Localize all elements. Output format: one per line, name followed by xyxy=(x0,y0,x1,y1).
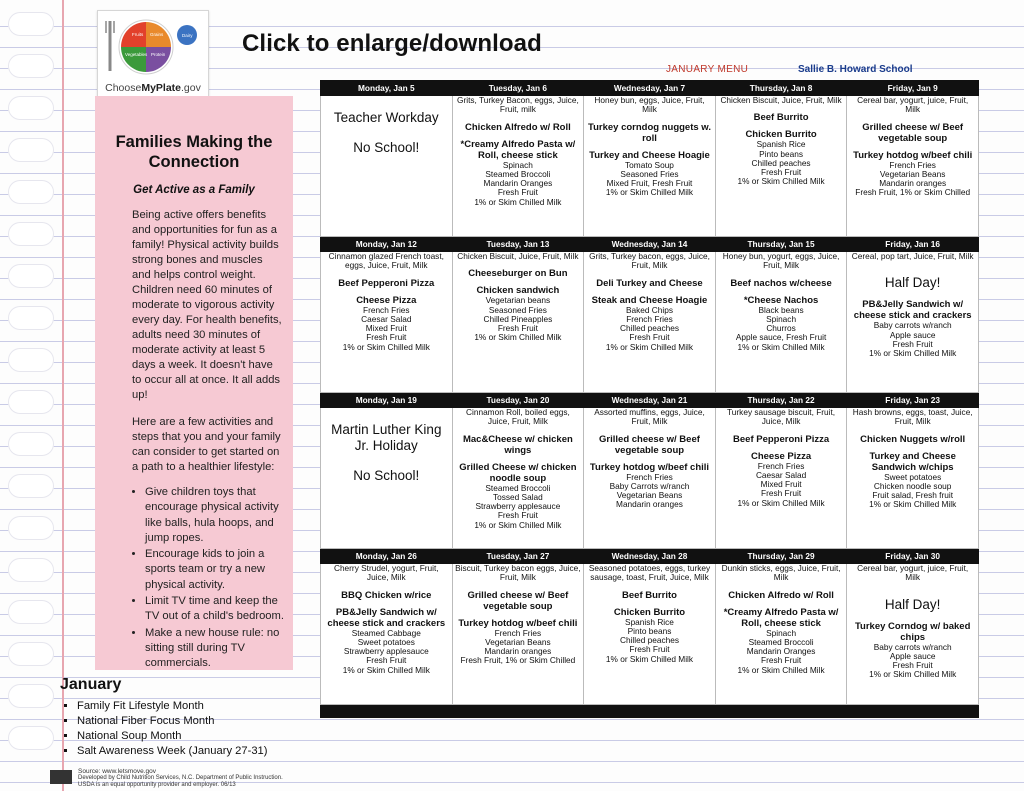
day-header: Monday, Jan 26 xyxy=(321,549,453,564)
day-header: Tuesday, Jan 6 xyxy=(452,81,584,96)
menu-item-main: Mac&Cheese w/ chicken wings xyxy=(462,433,573,456)
day-menu-cell xyxy=(715,252,847,393)
menu-item-side: Spanish Rice xyxy=(756,139,806,150)
menu-item-side: Chicken noodle soup xyxy=(873,480,952,491)
menu-item-side: Fresh Fruit xyxy=(629,644,670,655)
day-menu-cell xyxy=(715,96,847,237)
menu-item-side: Mandarin oranges xyxy=(879,178,947,189)
day-menu-cell xyxy=(847,408,979,549)
menu-item-side: Honey bun, eggs, Juice, Fruit, Milk xyxy=(594,95,705,115)
day-header: Tuesday, Jan 13 xyxy=(452,237,584,252)
logo-text-c: .gov xyxy=(181,82,201,94)
day-menu-cell xyxy=(321,564,453,705)
menu-item-side: Seasoned potatoes, eggs, turkey sausage, toast, Fruit, Juice, Milk xyxy=(588,563,711,583)
menu-item-main: Martin Luther King Jr. Holiday xyxy=(331,422,442,453)
menu-item-main: Steak and Cheese Hoagie xyxy=(591,294,708,306)
menu-item-side: Honey bun, yogurt, eggs, Juice, Fruit, Milk xyxy=(722,251,840,271)
menu-item-main: Turkey and Cheese Sandwich w/chips xyxy=(869,450,956,473)
menu-item-side: Seasoned Fries xyxy=(488,304,547,315)
menu-item-side: Chilled peaches xyxy=(619,323,679,334)
day-header: Friday, Jan 30 xyxy=(847,549,979,564)
menu-item-side: Mixed Fruit, Fresh Fruit xyxy=(606,178,693,189)
binder-hole xyxy=(8,348,54,372)
menu-item-side: Caesar Salad xyxy=(361,313,412,324)
menu-item-main: Teacher Workday xyxy=(333,110,439,125)
menu-item-side: Fresh Fruit, 1% or Skim Chilled xyxy=(460,655,576,666)
menu-item-side: 1% or Skim Chilled Milk xyxy=(474,519,562,530)
menu-item-side: 1% or Skim Chilled Milk xyxy=(869,669,957,680)
menu-calendar-grid xyxy=(320,80,979,718)
menu-item-main: Chicken Burrito xyxy=(613,606,686,618)
menu-item-side: Black beans xyxy=(758,304,804,315)
menu-item-side: Steamed Broccoli xyxy=(485,482,551,493)
menu-item-side: 1% or Skim Chilled Milk xyxy=(605,653,694,664)
menu-item-side: French Fries xyxy=(757,460,805,471)
menu-item-main: Beef Pepperoni Pizza xyxy=(338,277,435,289)
plate-label-vegetables: Vegetables xyxy=(125,52,148,57)
menu-item-main: Chicken Burrito xyxy=(745,129,817,141)
margin-line xyxy=(62,0,64,791)
menu-item-main: Half Day! xyxy=(884,275,941,291)
menu-item-side: Vegetarian Beans xyxy=(879,168,946,179)
day-menu-cell xyxy=(847,252,979,393)
menu-item-main: Deli Turkey and Cheese xyxy=(596,277,703,289)
binder-hole xyxy=(8,474,54,498)
menu-item-side: Grits, Turkey bacon, eggs, Juice, Fruit, Milk xyxy=(589,251,710,271)
binder-hole xyxy=(8,642,54,666)
menu-item-side: 1% or Skim Chilled Milk xyxy=(342,664,430,675)
binder-hole xyxy=(8,54,54,78)
menu-item-side: French Fries xyxy=(363,304,410,315)
menu-item-side: Mandarin Oranges xyxy=(483,178,553,189)
plate-label-grains: Grains xyxy=(150,32,164,37)
menu-item-main: Grilled cheese w/ Beef vegetable soup xyxy=(599,433,700,456)
day-menu-cell xyxy=(452,252,584,393)
menu-item-side: 1% or Skim Chilled Milk xyxy=(605,187,694,198)
menu-item-main: Turkey corndog nuggets w. roll xyxy=(587,121,711,144)
menu-item-side: Spinach xyxy=(766,627,797,638)
footer-line-1: Developed by Child Nutrition Services, N.C. Department of Public Instruction. xyxy=(78,775,283,781)
menu-item-side: Vegetarian Beans xyxy=(485,636,551,647)
menu-item-side: Chicken Biscuit, Juice, Fruit, Milk xyxy=(457,251,579,261)
week-menu-row xyxy=(321,96,979,237)
menu-item-side: 1% or Skim Chilled Milk xyxy=(737,341,825,352)
menu-item-side: 1% or Skim Chilled Milk xyxy=(474,332,562,343)
bottom-bar-cell xyxy=(452,705,584,718)
menu-item-side: Vegetarian Beans xyxy=(616,490,683,501)
menu-item-side: Chilled peaches xyxy=(619,635,679,646)
menu-item-side: French Fries xyxy=(626,313,673,324)
day-menu-cell xyxy=(321,96,453,237)
binder-hole xyxy=(8,96,54,120)
school-name: Sallie B. Howard School xyxy=(798,64,913,75)
observance-item: ▪ National Soup Month xyxy=(77,729,300,744)
menu-item-side: Vegetarian beans xyxy=(485,295,551,306)
menu-item-side: Hash browns, eggs, toast, Juice, Fruit, Milk xyxy=(852,407,973,427)
panel-title-line2: Connection xyxy=(148,153,240,171)
menu-item-side: Caesar Salad xyxy=(755,469,807,480)
menu-item-side: Baby Carrots w/ranch xyxy=(609,480,690,491)
menu-item-main: No School! xyxy=(353,140,420,155)
menu-item-main: Beef Burrito xyxy=(622,589,677,601)
menu-item-side: Fresh Fruit xyxy=(892,660,933,671)
menu-item-side: Baked Chips xyxy=(625,304,673,315)
menu-item-side: Chilled peaches xyxy=(751,157,811,168)
observance-item: ▪ Salt Awareness Week (January 27-31) xyxy=(77,744,300,759)
menu-item-side: Tomato Soup xyxy=(625,159,674,170)
day-menu-cell xyxy=(321,252,453,393)
january-observances xyxy=(60,676,300,759)
menu-item-main: Cheese Pizza xyxy=(356,294,417,306)
menu-item-main: Grilled cheese w/ Beef vegetable soup xyxy=(862,121,964,144)
bottom-bar-cell xyxy=(715,705,847,718)
menu-item-side: 1% or Skim Chilled Milk xyxy=(605,341,694,352)
footer-line-2: USDA is an equal opportunity provider and employer. 06/13 xyxy=(78,782,236,788)
binder-hole xyxy=(8,306,54,330)
menu-item-main: No School! xyxy=(353,468,420,483)
menu-item-main: Turkey and Cheese Hoagie xyxy=(589,149,710,161)
menu-item-side: Cereal bar, yogurt, juice, Fruit, Milk xyxy=(857,563,969,583)
menu-item-side: Steamed Broccoli xyxy=(485,168,551,179)
bottom-bar-cell xyxy=(584,705,716,718)
menu-item-main: *Cheese Nachos xyxy=(743,294,819,306)
menu-item-main: BBQ Chicken w/rice xyxy=(341,589,432,601)
menu-item-side: Apple sauce xyxy=(889,329,936,340)
menu-item-side: 1% or Skim Chilled Milk xyxy=(869,499,957,510)
binder-hole xyxy=(8,264,54,288)
week-menu-row xyxy=(321,252,979,393)
menu-item-main: Chicken sandwich xyxy=(476,285,560,297)
menu-item-main: Beef nachos w/cheese xyxy=(730,277,832,289)
menu-item-main: Turkey hotdog w/beef chili xyxy=(458,617,578,629)
tip-item: • Make a new house rule: no sitting still during TV commercials. xyxy=(145,626,287,672)
panel-paragraph-2: Here are a few activities and steps that you and your family can consider to get started on a path to a healthier lifestyle: xyxy=(132,416,281,473)
menu-item-side: Sweet potatoes xyxy=(357,636,415,647)
menu-item-side: Dunkin sticks, eggs, Juice, Fruit, Milk xyxy=(721,563,841,583)
day-menu-cell xyxy=(847,96,979,237)
menu-item-side: 1% or Skim Chilled Milk xyxy=(737,497,825,508)
menu-item-side: Pinto beans xyxy=(627,625,672,636)
menu-item-side: Spanish Rice xyxy=(625,616,674,627)
menu-item-side: French Fries xyxy=(889,159,936,170)
day-header: Monday, Jan 19 xyxy=(321,393,453,408)
day-header: Tuesday, Jan 20 xyxy=(452,393,584,408)
plate-label-fruits: Fruits xyxy=(132,32,144,37)
menu-item-side: Spinach xyxy=(502,159,533,170)
panel-paragraph-1: Being active offers benefits and opportunities for fun as a family! Physical activity builds strong bones and muscles and helps control weight. Children need 60 minutes of moderate to vigorous activity every day. For health benefits, adults need 30 minutes of moderate activity at least 5 days a week. It doesn't have to occur all at once. It all adds up! xyxy=(132,209,282,401)
menu-item-side: Biscuit, Turkey bacon eggs, Juice, Fruit, Milk xyxy=(455,563,581,583)
menu-item-main: Turkey hotdog w/beef chili xyxy=(589,461,710,473)
binder-hole xyxy=(8,390,54,414)
day-header: Friday, Jan 9 xyxy=(847,81,979,96)
menu-item-side: Tossed Salad xyxy=(492,491,543,502)
menu-item-side: Fresh Fruit xyxy=(892,338,933,349)
menu-item-side: Fresh Fruit xyxy=(497,510,538,521)
menu-item-side: Steamed Cabbage xyxy=(351,627,421,638)
binder-hole xyxy=(8,516,54,540)
day-header: Monday, Jan 5 xyxy=(321,81,453,96)
tip-item: • Encourage kids to join a sports team or try a new physical activity. xyxy=(145,547,287,593)
logo-text-a: Choose xyxy=(105,82,142,94)
menu-item-side: Seasoned Fries xyxy=(620,168,679,179)
menu-item-side: Cinnamon glazed French toast, eggs, Juice, Fruit, Milk xyxy=(328,251,444,271)
menu-item-main: PB&Jelly Sandwich w/ cheese stick and crackers xyxy=(327,606,446,629)
menu-item-main: Chicken Alfredo w/ Roll xyxy=(728,589,834,601)
binder-hole xyxy=(8,684,54,708)
day-header: Friday, Jan 23 xyxy=(847,393,979,408)
menu-item-side: Fresh Fruit xyxy=(366,655,407,666)
menu-item-side: Cereal bar, yogurt, juice, Fruit, Milk xyxy=(857,95,969,115)
week-header-row xyxy=(321,237,979,252)
day-header: Wednesday, Jan 14 xyxy=(584,237,716,252)
dpi-logo-icon xyxy=(50,770,72,784)
menu-item-side: Pinto beans xyxy=(759,148,803,159)
menu-item-main: *Creamy Alfredo Pasta w/ Roll, cheese stick xyxy=(460,138,576,161)
week-header-row xyxy=(321,393,979,408)
plate-icon xyxy=(98,11,208,79)
day-menu-cell xyxy=(452,564,584,705)
binder-hole xyxy=(8,222,54,246)
day-header: Wednesday, Jan 7 xyxy=(584,81,716,96)
plate-label-protein: Protein xyxy=(151,52,166,57)
menu-item-side: French Fries xyxy=(626,471,673,482)
day-header: Thursday, Jan 22 xyxy=(715,393,847,408)
menu-item-side: Turkey sausage biscuit, Fruit, Juice, Milk xyxy=(727,407,836,427)
day-header: Wednesday, Jan 28 xyxy=(584,549,716,564)
day-header: Thursday, Jan 8 xyxy=(715,81,847,96)
day-menu-cell xyxy=(715,408,847,549)
menu-item-main: Beef Pepperoni Pizza xyxy=(733,433,830,445)
menu-item-main: Cheese Pizza xyxy=(750,450,812,462)
menu-item-main: Grilled Cheese w/ chicken noodle soup xyxy=(459,461,577,484)
menu-item-side: Fresh Fruit xyxy=(761,167,802,178)
binder-hole xyxy=(8,12,54,36)
menu-item-main: *Creamy Alfredo Pasta w/ Roll, cheese stick xyxy=(723,606,839,629)
day-header: Friday, Jan 16 xyxy=(847,237,979,252)
day-menu-cell xyxy=(715,564,847,705)
day-menu-cell xyxy=(452,96,584,237)
menu-item-side: Apple sauce xyxy=(889,650,936,661)
menu-item-side: Fruit salad, Fresh fruit xyxy=(872,490,954,501)
menu-item-main: Cheeseburger on Bun xyxy=(468,268,568,280)
logo-text-b: MyPlate xyxy=(141,82,182,94)
day-menu-cell xyxy=(584,252,716,393)
menu-item-side: Mandarin Oranges xyxy=(746,646,816,657)
observance-item: ▪ National Fiber Focus Month xyxy=(77,714,300,729)
panel-title-line1: Families Making the xyxy=(115,133,273,151)
myplate-logo[interactable] xyxy=(97,10,209,98)
panel-title xyxy=(95,132,293,172)
enlarge-download-link[interactable]: Click to enlarge/download xyxy=(242,30,542,57)
menu-item-side: Cinnamon Roll, boiled eggs, Juice, Fruit, Milk xyxy=(466,407,570,427)
menu-item-side: Chicken Biscuit, Juice, Fruit, Milk xyxy=(720,95,842,105)
day-menu-cell xyxy=(584,564,716,705)
menu-item-side: 1% or Skim Chilled Milk xyxy=(474,196,562,207)
week-menu-row xyxy=(321,564,979,705)
menu-item-side: Fresh Fruit xyxy=(366,332,407,343)
menu-item-main: Chicken Nuggets w/roll xyxy=(860,433,966,445)
day-header: Wednesday, Jan 21 xyxy=(584,393,716,408)
menu-item-side: French Fries xyxy=(494,627,542,638)
observance-item: ▪ Family Fit Lifestyle Month xyxy=(77,699,300,714)
day-menu-cell xyxy=(847,564,979,705)
binder-hole xyxy=(8,600,54,624)
menu-item-side: Mixed Fruit xyxy=(760,479,802,490)
families-info-panel xyxy=(95,96,293,670)
menu-item-side: Fresh Fruit xyxy=(497,323,538,334)
menu-item-side: Steamed Broccoli xyxy=(748,636,814,647)
menu-item-main: Turkey Corndog w/ baked chips xyxy=(854,620,971,643)
day-menu-cell xyxy=(321,408,453,549)
menu-item-side: Baby carrots w/ranch xyxy=(873,320,952,331)
menu-item-side: Strawberry applesauce xyxy=(343,646,429,657)
day-menu-cell xyxy=(584,408,716,549)
menu-item-side: Fresh Fruit xyxy=(761,655,802,666)
week-menu-row xyxy=(321,408,979,549)
menu-item-side: Cherry Strudel, yogurt, Fruit, Juice, Milk xyxy=(333,563,439,583)
menu-item-side: Mandarin oranges xyxy=(484,646,552,657)
menu-item-side: Fresh Fruit, 1% or Skim Chilled xyxy=(855,187,971,198)
menu-item-side: 1% or Skim Chilled Milk xyxy=(342,341,430,352)
menu-item-side: 1% or Skim Chilled Milk xyxy=(869,348,957,359)
day-header: Thursday, Jan 15 xyxy=(715,237,847,252)
binder-hole xyxy=(8,138,54,162)
day-menu-cell xyxy=(584,96,716,237)
menu-item-side: Fresh Fruit xyxy=(497,187,538,198)
observances-list xyxy=(60,699,300,759)
menu-item-side: Cereal, pop tart, Juice, Fruit, Milk xyxy=(851,251,974,261)
binder-hole xyxy=(8,180,54,204)
menu-item-side: Fresh Fruit xyxy=(629,332,670,343)
menu-item-main: PB&Jelly Sandwich w/ cheese stick and crackers xyxy=(853,299,972,322)
menu-item-main: Beef Burrito xyxy=(753,112,809,124)
bottom-bar-cell xyxy=(321,705,453,718)
menu-item-side: Strawberry applesauce xyxy=(475,501,561,512)
binder-hole xyxy=(8,432,54,456)
january-heading: January xyxy=(60,676,122,693)
menu-title: JANUARY MENU xyxy=(666,64,749,75)
day-header: Thursday, Jan 29 xyxy=(715,549,847,564)
menu-item-main: Half Day! xyxy=(884,596,941,612)
menu-item-side: Chilled Pineapples xyxy=(483,313,553,324)
day-header: Tuesday, Jan 27 xyxy=(452,549,584,564)
day-menu-cell xyxy=(452,408,584,549)
tips-list xyxy=(125,485,287,672)
menu-item-side: Mandarin oranges xyxy=(616,499,683,510)
week-header-row xyxy=(321,81,979,96)
menu-item-side: Spinach xyxy=(766,313,797,324)
panel-subtitle: Get Active as a Family xyxy=(133,184,255,196)
menu-item-side: Sweet potatoes xyxy=(884,471,942,482)
menu-item-side: Grits, Turkey Bacon, eggs, Juice, Fruit, milk xyxy=(457,95,579,115)
menu-item-side: Assorted muffins, eggs, Juice, Fruit, Milk xyxy=(594,407,705,427)
menu-item-side: 1% or Skim Chilled Milk xyxy=(737,664,825,675)
menu-item-main: Chicken Alfredo w/ Roll xyxy=(465,121,571,133)
day-header: Monday, Jan 12 xyxy=(321,237,453,252)
footer-source: Source: www.letsmove.gov xyxy=(78,768,157,775)
binder-hole xyxy=(8,726,54,750)
footer-credits xyxy=(50,768,310,789)
menu-item-side: Baby carrots w/ranch xyxy=(873,641,952,652)
menu-item-side: 1% or Skim Chilled Milk xyxy=(737,176,825,187)
menu-item-side: Mixed Fruit xyxy=(365,323,407,334)
logo-wordmark xyxy=(98,82,208,94)
menu-item-side: Apple sauce, Fresh Fruit xyxy=(735,332,827,343)
menu-item-side: Fresh Fruit xyxy=(761,488,802,499)
plate-label-dairy: Dairy xyxy=(182,33,193,38)
menu-item-side: Churros xyxy=(766,323,796,334)
binder-hole xyxy=(8,558,54,582)
menu-item-main: Turkey hotdog w/beef chili xyxy=(853,149,973,161)
menu-item-main: Grilled cheese w/ Beef vegetable soup xyxy=(467,589,569,612)
tip-item: • Limit TV time and keep the TV out of a child's bedroom. xyxy=(145,594,287,625)
bottom-bar-row xyxy=(321,705,979,718)
bottom-bar-cell xyxy=(847,705,979,718)
week-header-row xyxy=(321,549,979,564)
tip-item: • Give children toys that encourage physical activity like balls, hula hoops, and jump ropes. xyxy=(145,485,287,546)
